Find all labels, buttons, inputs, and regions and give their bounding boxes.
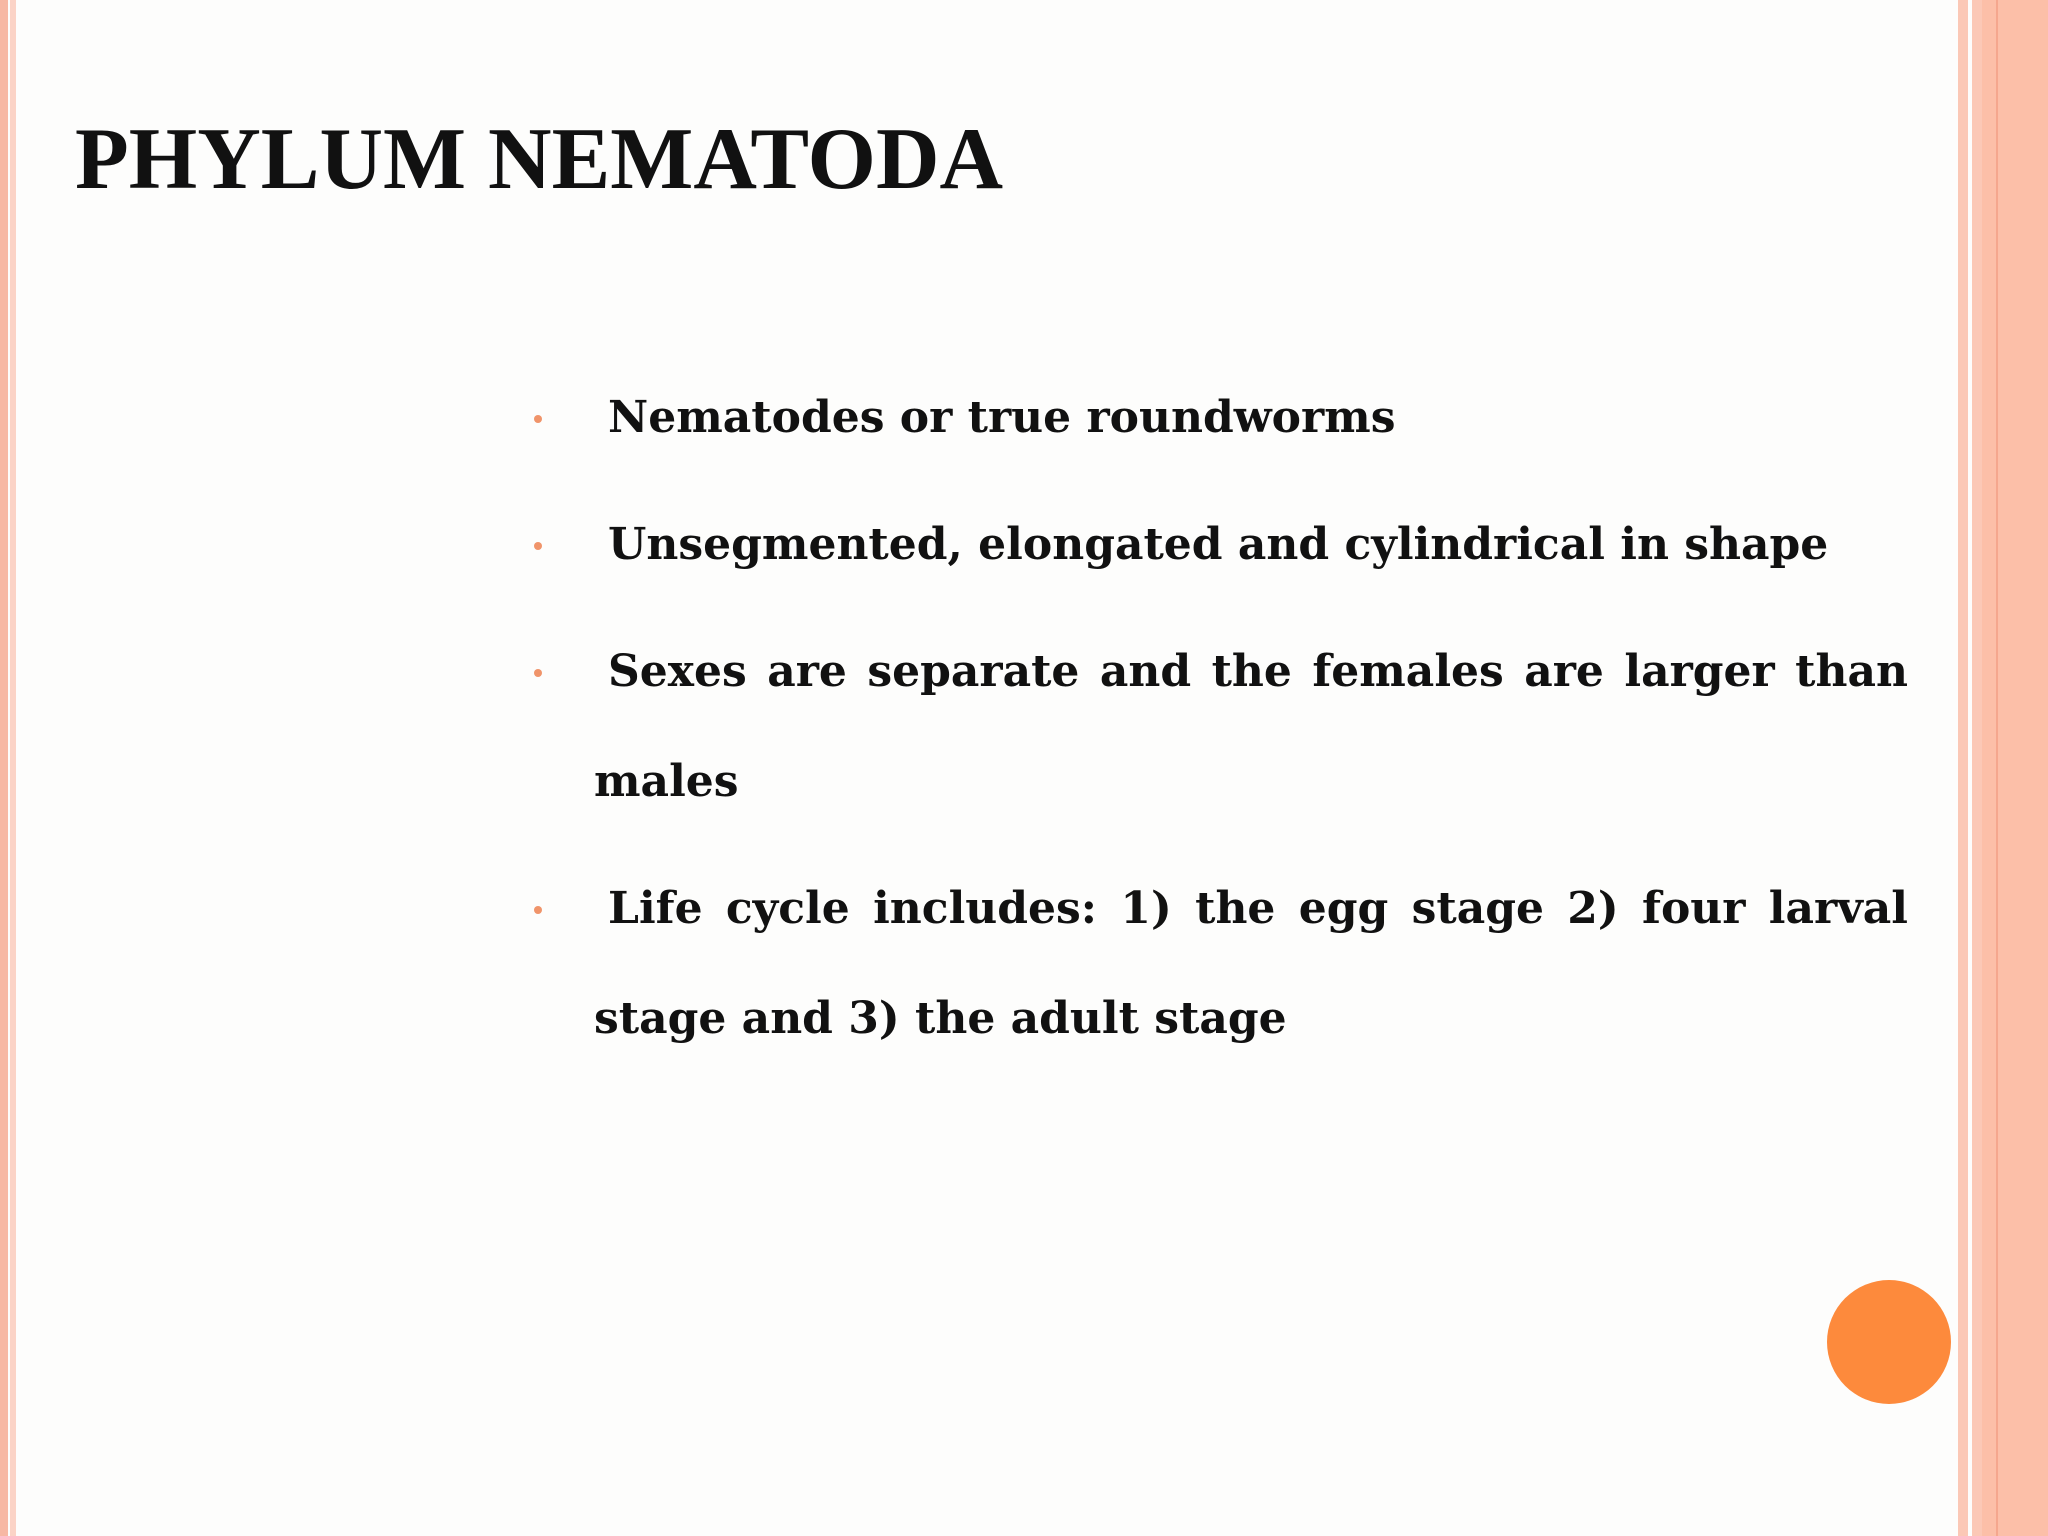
bullet-text: Nematodes or true roundworms: [608, 392, 1396, 443]
right-border-band: [1982, 0, 2048, 1536]
bullet-text-continued: males: [594, 756, 739, 807]
left-border-inner: [10, 0, 16, 1536]
right-border-stripe: [1972, 0, 1982, 1536]
bullet-text: Sexes are separate and the females are larger than: [608, 646, 1908, 697]
left-border: [0, 0, 8, 1536]
right-border-line: [1996, 0, 1998, 1536]
bullet-dot-icon: [534, 669, 542, 677]
right-border-stripe: [1958, 0, 1968, 1536]
bullet-text: Life cycle includes: 1) the egg stage 2) four larval: [608, 883, 1908, 934]
bullet-dot-icon: [534, 906, 542, 914]
bullet-dot-icon: [534, 415, 542, 423]
bullet-text-continued: stage and 3) the adult stage: [594, 993, 1287, 1044]
bullet-dot-icon: [534, 542, 542, 550]
bullet-text: Unsegmented, elongated and cylindrical in shape: [608, 519, 1829, 570]
decorative-circle: [1827, 1280, 1951, 1404]
slide-title: PHYLUM NEMATODA: [75, 111, 1004, 208]
